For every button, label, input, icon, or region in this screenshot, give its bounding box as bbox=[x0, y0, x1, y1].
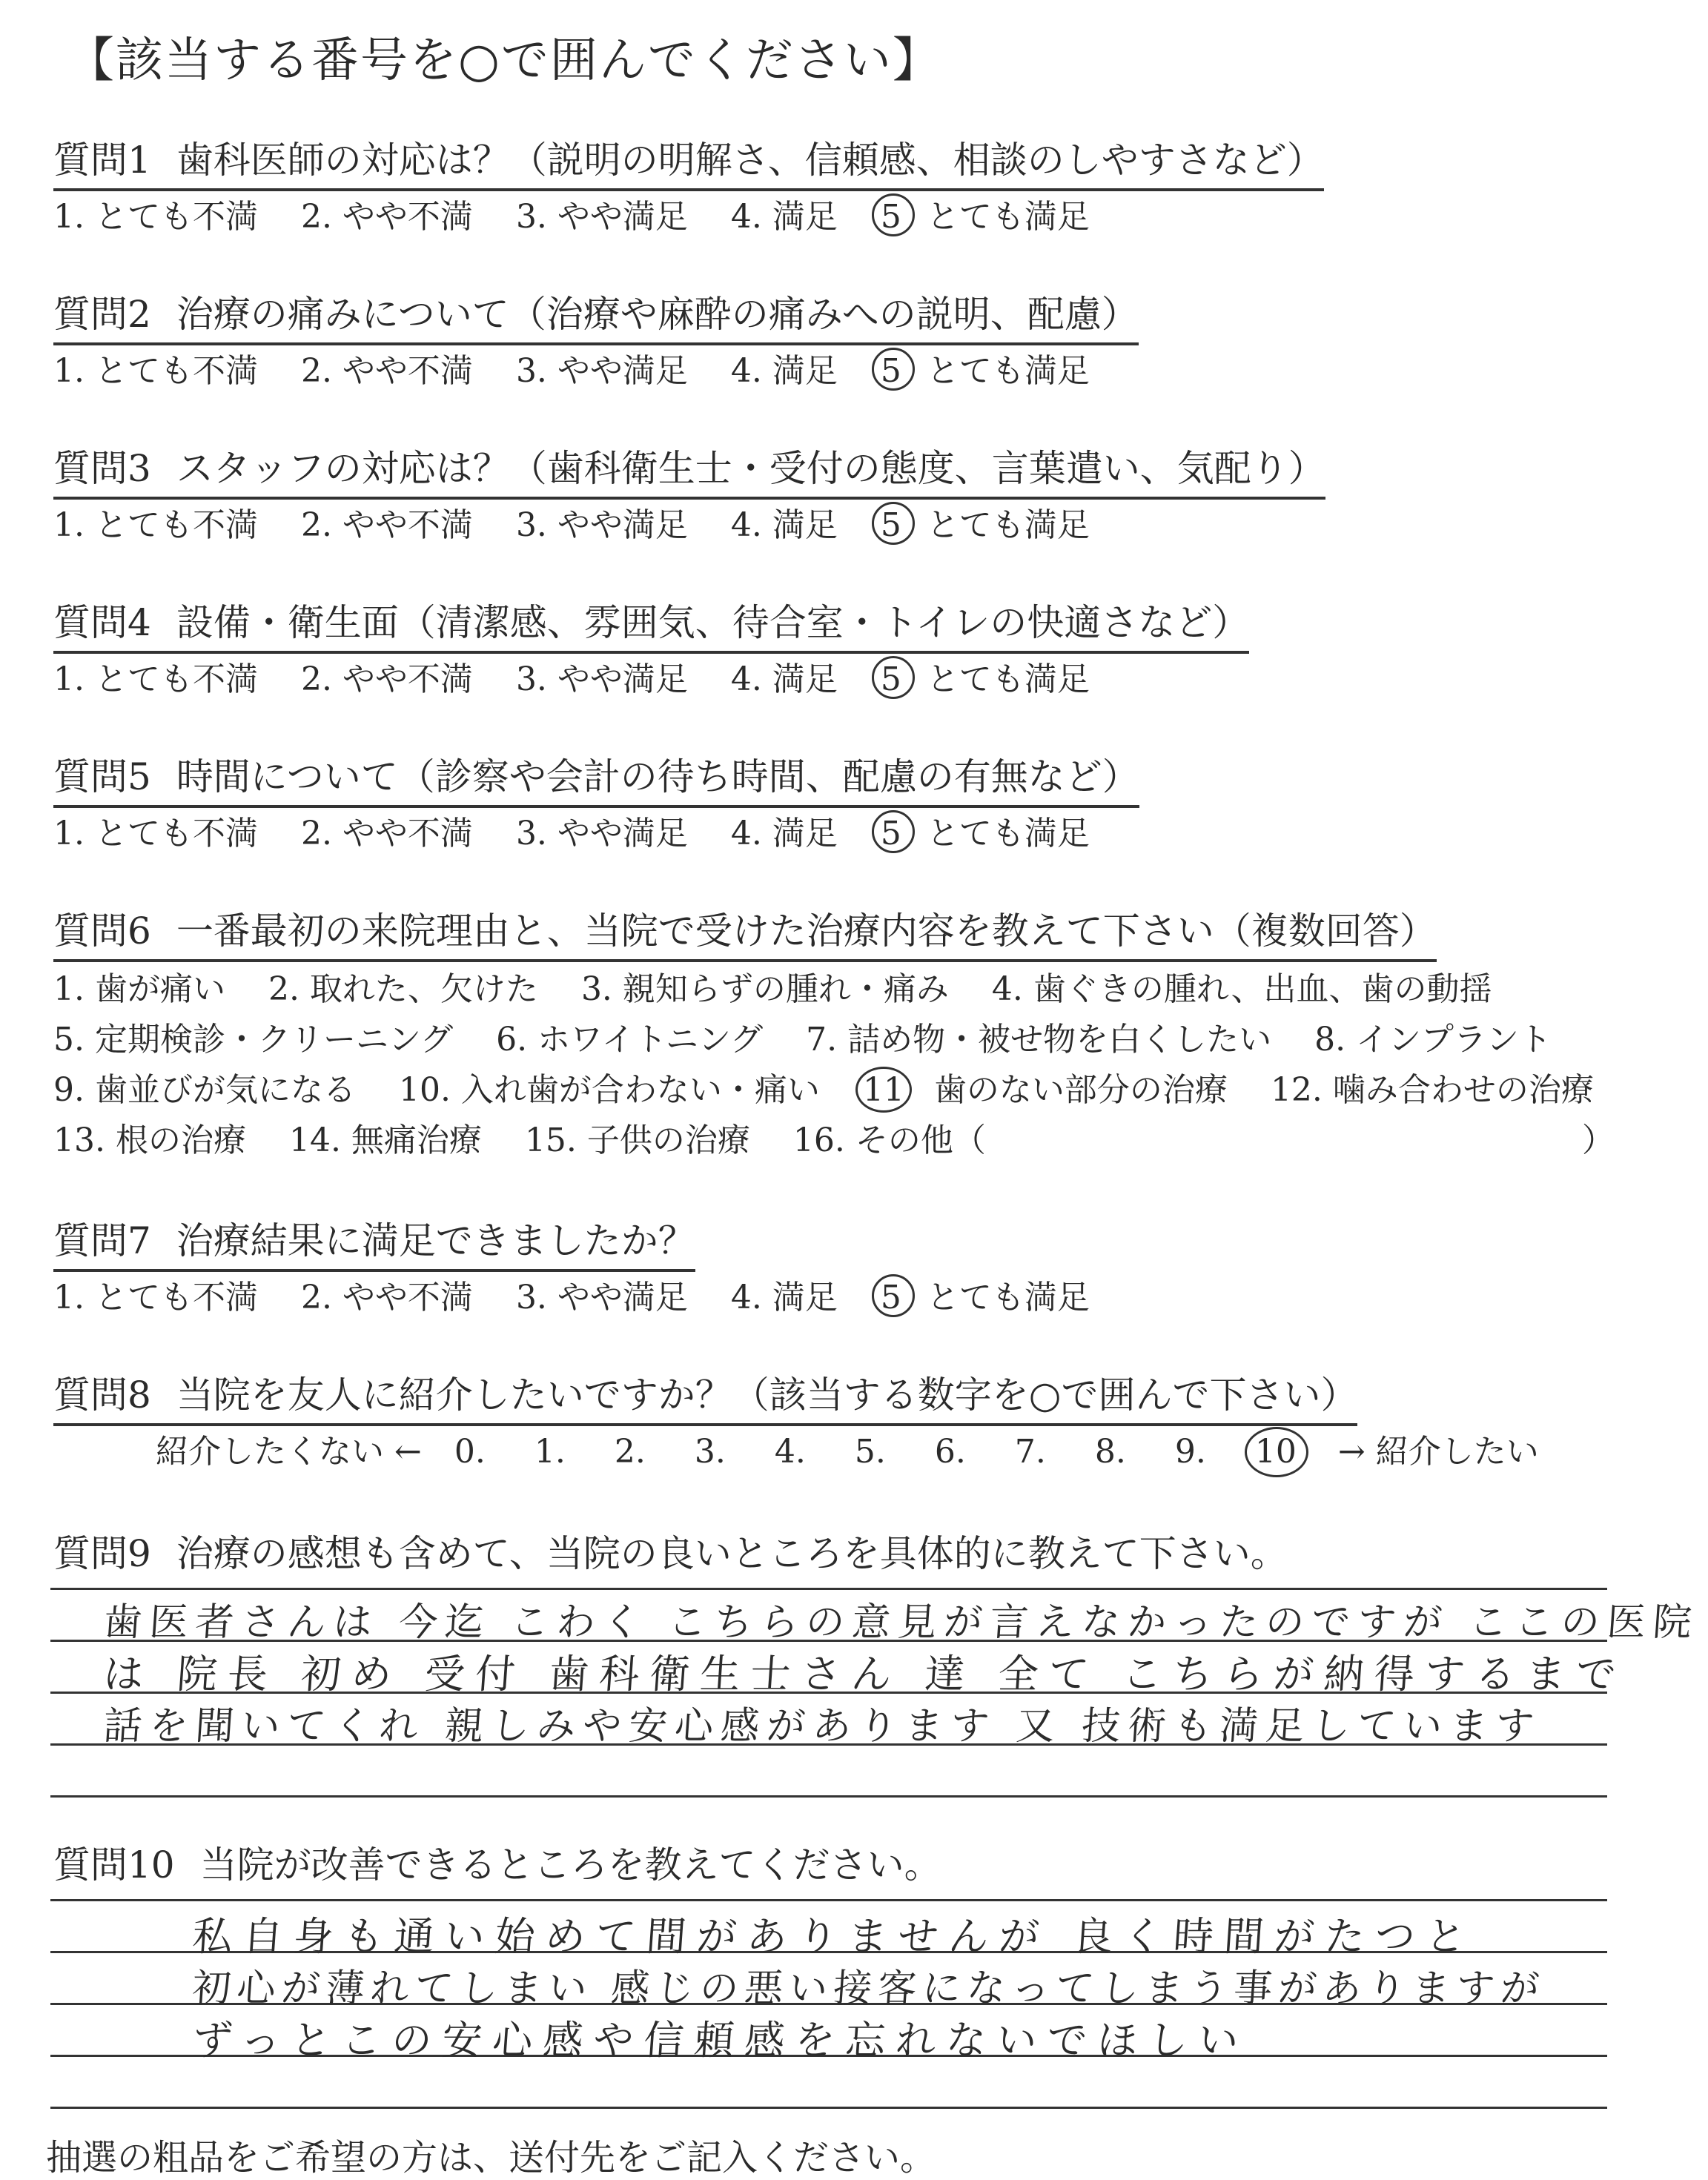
option-3[interactable]: 3. やや満足 bbox=[515, 506, 688, 544]
option-5-label: とても満足 bbox=[926, 352, 1090, 390]
option-1[interactable]: 1. とても不満 bbox=[53, 815, 258, 852]
q10-answer-line-2: 初心が薄れてしまい 感じの悪い接客になってしまう事がありますが bbox=[191, 1967, 1547, 2011]
option-5-selected[interactable] bbox=[881, 352, 901, 390]
option-5-selected[interactable] bbox=[881, 198, 901, 236]
scale-6[interactable]: 6. bbox=[934, 1433, 966, 1471]
answer-line bbox=[50, 2107, 1607, 2109]
selected-value: 5 bbox=[880, 1279, 901, 1316]
option-11-label: 歯のない部分の治療 bbox=[933, 1071, 1228, 1109]
scale-9[interactable]: 9. bbox=[1174, 1433, 1206, 1471]
question-8-scale bbox=[156, 1425, 1539, 1472]
option-15[interactable]: 15. 子供の治療 bbox=[524, 1122, 750, 1159]
question-9-title bbox=[53, 1524, 1288, 1577]
option-2[interactable]: 2. 取れた、欠けた bbox=[268, 970, 538, 1008]
scale-left-label: 紹介したくない ← bbox=[156, 1433, 422, 1471]
selected-value: 11 bbox=[862, 1071, 904, 1109]
option-5-label: とても満足 bbox=[926, 815, 1090, 852]
option-3[interactable]: 3. やや満足 bbox=[515, 660, 688, 698]
option-3[interactable]: 3. 親知らずの腫れ・痛み bbox=[580, 970, 949, 1008]
selection-circle bbox=[872, 1274, 915, 1317]
scale-2[interactable]: 2. bbox=[614, 1433, 646, 1471]
question-7-title bbox=[53, 1211, 695, 1272]
question-4-options bbox=[53, 652, 1122, 700]
question-9-text: 治療の感想も含めて、当院の良いところを具体的に教えて下さい。 bbox=[176, 1532, 1288, 1575]
question-4-title bbox=[53, 593, 1249, 654]
scale-right-label: → 紹介したい bbox=[1337, 1433, 1539, 1471]
question-9-number: 質問9 bbox=[53, 1532, 151, 1575]
question-5-text: 時間について（診察や会計の待ち時間、配慮の有無など） bbox=[176, 755, 1139, 798]
question-6-title bbox=[53, 901, 1437, 962]
option-14[interactable]: 14. 無痛治療 bbox=[288, 1122, 482, 1159]
scale-7[interactable]: 7. bbox=[1014, 1433, 1046, 1471]
selection-circle bbox=[872, 810, 915, 853]
question-3-options bbox=[53, 498, 1122, 546]
answer-line bbox=[50, 1588, 1607, 1590]
question-6-row-1 bbox=[53, 962, 1525, 1010]
option-2[interactable]: 2. やや不満 bbox=[300, 660, 473, 698]
option-1[interactable]: 1. とても不満 bbox=[53, 198, 258, 236]
option-6[interactable]: 6. ホワイトニング bbox=[496, 1021, 764, 1058]
scale-3[interactable]: 3. bbox=[694, 1433, 726, 1471]
selected-value: 10 bbox=[1254, 1433, 1297, 1471]
option-5-label: とても満足 bbox=[926, 660, 1090, 698]
option-5-selected[interactable] bbox=[881, 1279, 901, 1316]
selected-value: 5 bbox=[880, 506, 901, 544]
question-1-title bbox=[53, 130, 1324, 191]
question-6-row-2 bbox=[53, 1013, 1584, 1060]
question-4-number: 質問4 bbox=[53, 601, 151, 644]
selection-circle bbox=[872, 348, 915, 391]
q9-answer-line-3: 話を聞いてくれ 親しみや安心感があります 又 技術も満足しています bbox=[102, 1704, 1543, 1749]
selected-value: 5 bbox=[880, 198, 901, 236]
option-2[interactable]: 2. やや不満 bbox=[300, 1279, 473, 1316]
question-10-title bbox=[53, 1835, 941, 1889]
question-2-title bbox=[53, 285, 1139, 345]
question-7-options bbox=[53, 1270, 1122, 1318]
selected-value: 5 bbox=[880, 660, 901, 698]
selection-circle bbox=[855, 1067, 912, 1113]
option-4[interactable]: 4. 満足 bbox=[730, 198, 838, 236]
selection-circle bbox=[872, 193, 915, 236]
question-5-number: 質問5 bbox=[53, 755, 151, 798]
option-11-selected[interactable] bbox=[863, 1071, 904, 1109]
question-7-text: 治療結果に満足できましたか？ bbox=[176, 1219, 695, 1262]
option-4[interactable]: 4. 満足 bbox=[730, 815, 838, 852]
question-7-number: 質問7 bbox=[53, 1219, 151, 1262]
option-1[interactable]: 1. 歯が痛い bbox=[53, 970, 225, 1008]
option-1[interactable]: 1. とても不満 bbox=[53, 352, 258, 390]
q9-answer-line-1: 歯医者さんは 今迄 こわく こちらの意見が言えなかったのですが ここの医院 bbox=[102, 1600, 1701, 1645]
question-8-text: 当院を友人に紹介したいですか？（該当する数字を○で囲んで下さい） bbox=[176, 1374, 1358, 1417]
option-1[interactable]: 1. とても不満 bbox=[53, 660, 258, 698]
option-2[interactable]: 2. やや不満 bbox=[300, 352, 473, 390]
option-3[interactable]: 3. やや満足 bbox=[515, 352, 688, 390]
page-heading: 【該当する番号を○で囲んでください】 bbox=[67, 33, 941, 88]
option-7[interactable]: 7. 詰め物・被せ物を白くしたい bbox=[806, 1021, 1272, 1058]
question-3-title bbox=[53, 439, 1325, 500]
option-1[interactable]: 1. とても不満 bbox=[53, 1279, 258, 1316]
footer-note: 抽選の粗品をご希望の方は、送付先をご記入ください。 bbox=[46, 2137, 936, 2179]
scale-4[interactable]: 4. bbox=[774, 1433, 806, 1471]
answer-line bbox=[50, 1899, 1607, 1901]
question-3-number: 質問3 bbox=[53, 447, 151, 490]
question-1-options bbox=[53, 190, 1122, 237]
option-10[interactable]: 10. 入れ歯が合わない・痛い bbox=[398, 1071, 820, 1109]
question-1-text: 歯科医師の対応は？（説明の明解さ、信頼感、相談のしやすさなど） bbox=[176, 139, 1324, 182]
scale-10-selected[interactable] bbox=[1255, 1433, 1297, 1471]
selection-circle bbox=[872, 502, 915, 545]
question-1-number: 質問1 bbox=[53, 139, 151, 182]
scale-8[interactable]: 8. bbox=[1094, 1433, 1126, 1471]
option-5-selected[interactable] bbox=[881, 815, 901, 852]
question-6-number: 質問6 bbox=[53, 910, 151, 952]
option-2[interactable]: 2. やや不満 bbox=[300, 815, 473, 852]
option-3[interactable]: 3. やや満足 bbox=[515, 198, 688, 236]
scale-0[interactable]: 0. bbox=[454, 1433, 486, 1471]
question-4-text: 設備・衛生面（清潔感、雰囲気、待合室・トイレの快適さなど） bbox=[176, 601, 1250, 644]
q9-answer-line-2: は 院長 初め 受付 歯科衛生士さん 達 全て こちらが納得するまで bbox=[102, 1651, 1629, 1697]
scale-1[interactable]: 1. bbox=[534, 1433, 566, 1471]
q10-answer-line-1: 私自身も通い始めて間がありませんが 良く時間がたつと bbox=[191, 1913, 1478, 1960]
option-4[interactable]: 4. 満足 bbox=[730, 352, 838, 390]
question-6-row-4 bbox=[53, 1113, 1647, 1161]
selected-value: 5 bbox=[880, 352, 901, 390]
option-5-selected[interactable] bbox=[881, 506, 901, 544]
selection-circle bbox=[872, 656, 915, 699]
option-4[interactable]: 4. 歯ぐきの腫れ、出血、歯の動揺 bbox=[991, 970, 1492, 1008]
question-5-options bbox=[53, 806, 1122, 854]
option-5-label: とても満足 bbox=[926, 506, 1090, 544]
question-5-title bbox=[53, 747, 1139, 808]
answer-line bbox=[50, 1795, 1607, 1798]
option-1[interactable]: 1. とても不満 bbox=[53, 506, 258, 544]
question-10-number: 質問10 bbox=[53, 1843, 175, 1886]
option-5-selected[interactable] bbox=[881, 660, 901, 698]
option-3[interactable]: 3. やや満足 bbox=[515, 1279, 688, 1316]
question-8-number: 質問8 bbox=[53, 1374, 151, 1417]
option-8[interactable]: 8. インプラント bbox=[1314, 1021, 1552, 1058]
question-2-text: 治療の痛みについて（治療や麻酔の痛みへの説明、配慮） bbox=[176, 293, 1139, 336]
question-2-options bbox=[53, 344, 1122, 391]
option-16-close: ） bbox=[1581, 1122, 1615, 1159]
option-4[interactable]: 4. 満足 bbox=[730, 1279, 838, 1316]
option-12[interactable]: 12. 噛み合わせの治療 bbox=[1270, 1071, 1594, 1109]
option-2[interactable]: 2. やや不満 bbox=[300, 506, 473, 544]
selected-value: 5 bbox=[880, 815, 901, 852]
option-2[interactable]: 2. やや不満 bbox=[300, 198, 473, 236]
option-4[interactable]: 4. 満足 bbox=[730, 506, 838, 544]
question-3-text: スタッフの対応は？（歯科衛生士・受付の態度、言葉遣い、気配り） bbox=[176, 447, 1325, 490]
scale-5[interactable]: 5. bbox=[854, 1433, 886, 1471]
question-6-row-3 bbox=[53, 1063, 1626, 1110]
question-8-title bbox=[53, 1365, 1357, 1426]
option-3[interactable]: 3. やや満足 bbox=[515, 815, 688, 852]
option-5-label: とても満足 bbox=[926, 1279, 1090, 1316]
option-4[interactable]: 4. 満足 bbox=[730, 660, 838, 698]
option-9[interactable]: 9. 歯並びが気になる bbox=[53, 1071, 356, 1109]
option-5[interactable]: 5. 定期検診・クリーニング bbox=[53, 1021, 454, 1058]
q10-answer-line-3: ずっとこの安心感や信頼感を忘れないでほしい bbox=[191, 2017, 1251, 2064]
selection-circle bbox=[1245, 1427, 1308, 1477]
question-10-text: 当院が改善できるところを教えてください。 bbox=[199, 1843, 941, 1886]
option-5-label: とても満足 bbox=[926, 198, 1090, 236]
option-16[interactable]: 16. その他（ bbox=[792, 1122, 986, 1159]
question-6-text: 一番最初の来院理由と、当院で受けた治療内容を教えて下さい（複数回答） bbox=[176, 910, 1437, 952]
option-13[interactable]: 13. 根の治療 bbox=[53, 1122, 246, 1159]
question-2-number: 質問2 bbox=[53, 293, 151, 336]
